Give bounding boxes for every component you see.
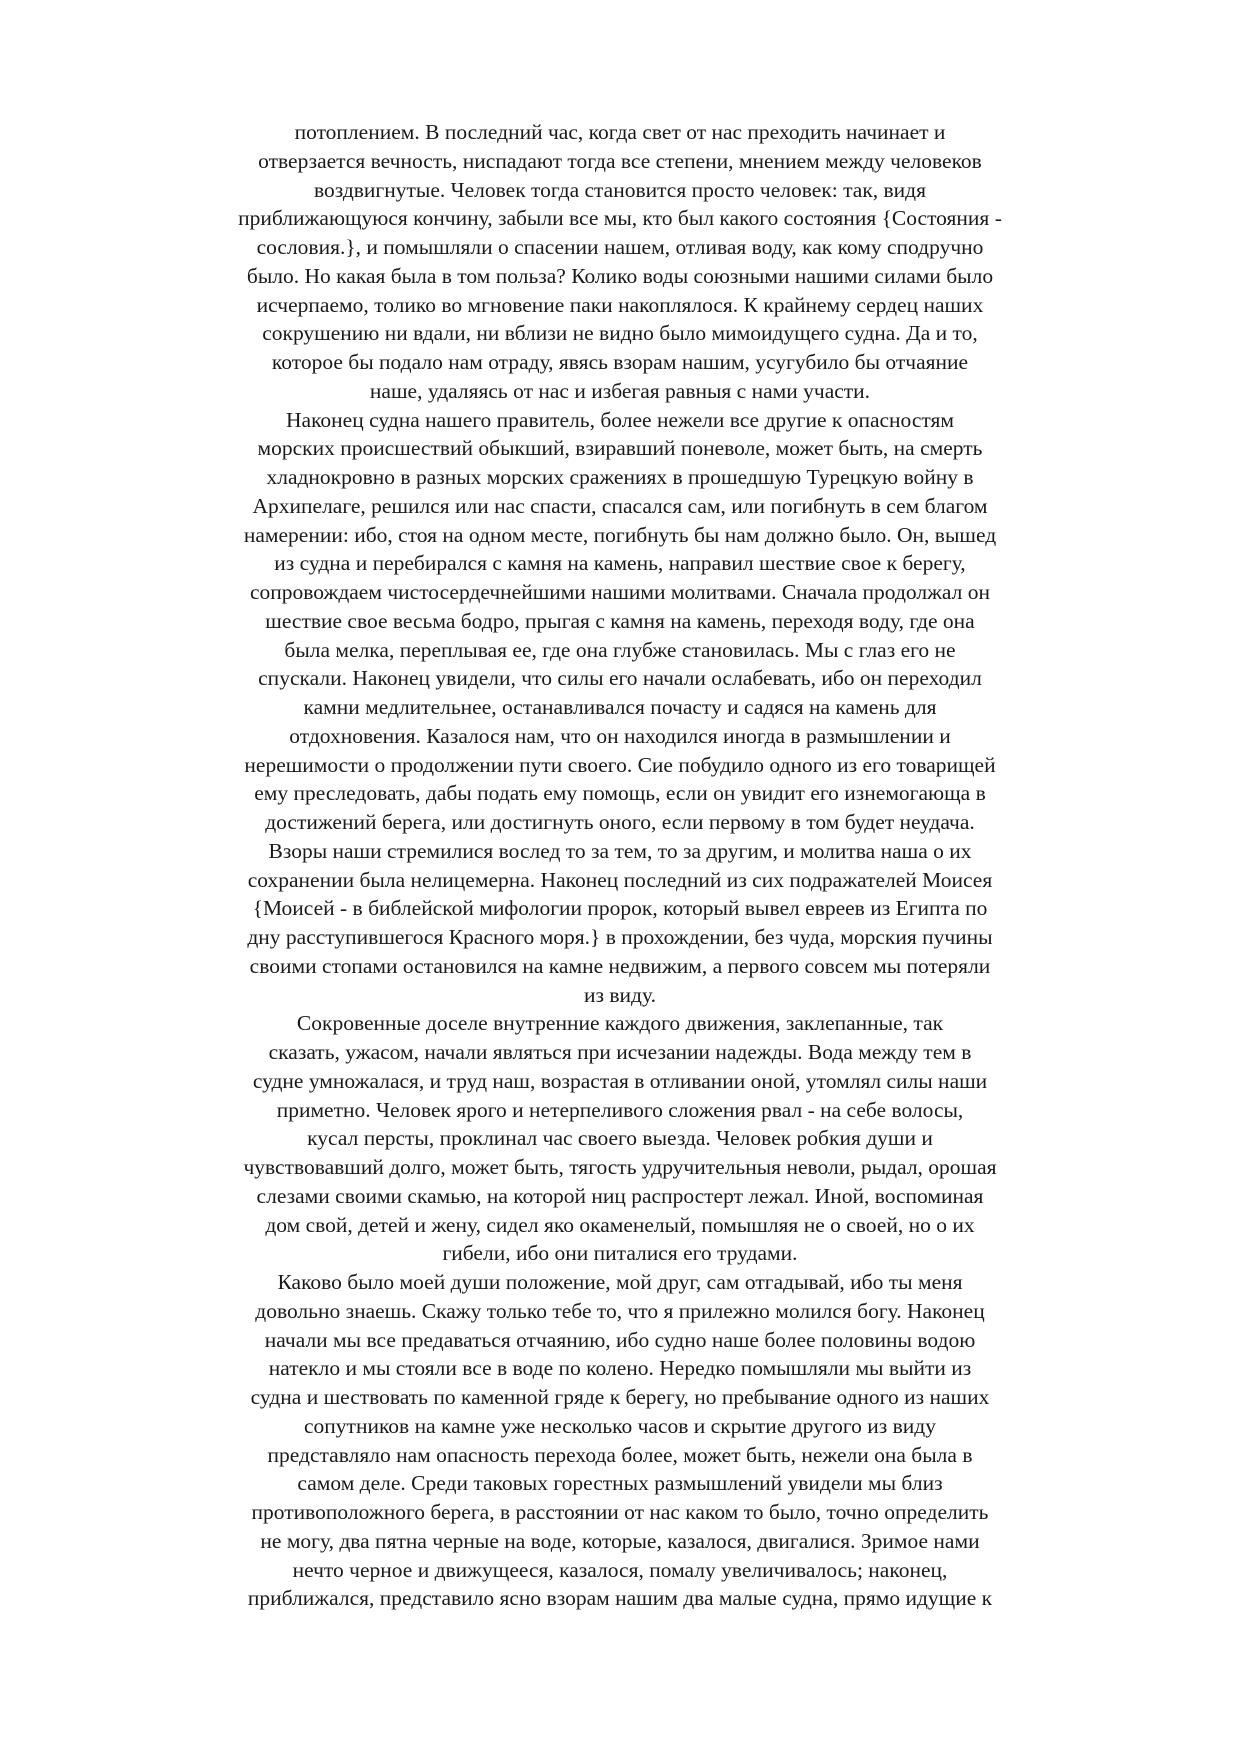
text-line: дну расступившегося Красного моря.} в прохождении, без чуда, морския пучины [247,925,993,949]
text-line: сословия.}, и помышляли о спасении нашем, отливая воду, как кому сподручно [256,235,984,259]
text-line: из судна и перебирался с камня на камень, направил шествие свое к берегу, [274,551,966,576]
text-line: намерении: ибо, стоя на одном месте, погибнуть бы нам должно было. Он, вышед [243,522,997,547]
text-line: {Моисей - в библейской мифологии пророк, который вывел евреев из Египта по [252,896,988,921]
text-line: довольно знаешь. Скажу только тебе то, что я прилежно молился богу. Наконец [255,1298,985,1323]
text-line: камни медлительнее, останавливался почасту и садяся на камень для [303,695,937,719]
text-line: сопровождаем чистосердечнейшими нашими молитвами. Сначала продолжал он [249,580,991,604]
text-line: из виду. [584,982,656,1007]
text-line: Архипелаге, решился или нас спасти, спасался сам, или погибнуть в сем благом [252,493,988,518]
text-line: Сокровенные доселе внутренние каждого движения, заклепанные, так [296,1011,944,1036]
text-line: натекло и мы стояли все в воде по колено. Нередко помышляли мы выйти из [268,1356,972,1381]
text-line: которое бы подало нам отраду, явясь взорам нашим, усугубило бы отчаяние [271,350,969,374]
text-line: противоположного берега, в расстоянии от нас каком то было, точно определить [251,1500,989,1524]
text-line: наше, удаляясь от нас и избегая равныя с нами участи. [369,378,871,403]
text-line: сокрушению ни вдали, ни вблизи не видно было мимоидущего судна. Да и то, [262,321,978,346]
text-line: Наконец судна нашего правитель, более нежели все другие к опасностям [286,407,954,432]
text-line: была мелка, переплывая ее, где она глубже становилась. Мы с глаз его не [284,637,956,662]
text-line: хладнокровно в разных морских сражениях в прошедшую Турецкую войну в [266,465,974,489]
text-line: потоплением. В последний час, когда свет от нас преходить начинает и [294,120,946,144]
text-line: гибели, ибо они питалися его трудами. [442,1241,798,1266]
text-line: слезами своими скамью, на которой ниц распростерт лежал. Иной, воспоминая [256,1183,984,1208]
text-line: Взоры наши стремилися вослед то за тем, то за другим, и молитва наша о их [268,838,972,863]
text-line: отверзается вечность, ниспадают тогда все степени, мнением между человеков [258,148,982,173]
text-line: судна и шествовать по каменной гряде к берегу, но пребывание одного из наших [250,1385,990,1409]
text-line: сопутников на камне уже несколько часов и скрытие другого из виду [304,1413,936,1438]
text-line: своими стопами остановился на камне недвижим, а первого совсем мы потеряли [249,953,991,978]
text-line: ему преследовать, дабы подать ему помощь, если он увидит его изнемогающа в [254,781,986,806]
text-line: дом свой, детей и жену, сидел яко окаменелый, помышляя не о своей, но о их [265,1212,975,1237]
text-line: нерешимости о продолжении пути своего. Сие побудило одного из его товарищей [244,752,996,777]
text-line: чувствовавший долго, может быть, тягость удручительныя неволи, рыдал, орошая [243,1155,997,1179]
text-line: приближающуюся кончину, забыли все мы, кто был какого состояния {Состояния - [238,206,1002,231]
text-line: Каково было моей души положение, мой друг, сам отгадывай, ибо ты меня [277,1270,963,1294]
text-line: кусал персты, проклинал час своего выезда. Человек робкия души и [307,1126,933,1151]
text-line: сказать, ужасом, начали являться при исчезании надежды. Вода между тем в [268,1040,972,1064]
text-line: было. Но какая была в том польза? Колико воды союзными нашими силами было [246,263,994,288]
text-line: начали мы все предаваться отчаянию, ибо судно наше более половины водою [264,1327,976,1352]
text-line: нечто черное и движущееся, казалося, помалу увеличивалось; наконец, [292,1557,948,1582]
text-line: приближался, представило ясно взорам нашим два малые судна, прямо идущие к [247,1586,993,1611]
text-line: судне умножалася, и труд наш, возрастая в отливании оной, утомлял силы наши [252,1068,988,1093]
text-line: воздвигнутые. Человек тогда становится просто человек: так, видя [313,177,927,202]
body-text [170,118,1070,1613]
text-line: представляло нам опасность перехода более, может быть, нежели она была в [267,1442,973,1467]
text-line: морских происшествий обыкший, взиравший поневоле, может быть, на смерть [257,436,983,461]
text-line: достижений берега, или достигнуть оного, если первому в том будет неудача. [265,810,975,834]
text-line: шествие свое весьма бодро, прыгая с камня на камень, переходя воду, где она [265,608,975,633]
text-line: отдохновения. Казалося нам, что он находился иногда в размышлении и [289,723,951,748]
text-line: спускали. Наконец увидели, что силы его начали ослабевать, ибо он переходил [258,666,982,691]
text-line: исчерпаемо, толико во мгновение паки накоплялося. К крайнему сердец наших [256,292,984,317]
text-line: сохранении была нелицемерна. Наконец последний из сих подражателей Моисея [247,867,993,892]
text-line: не могу, два пятна черные на воде, которые, казалося, двигалися. Зримое нами [260,1528,980,1553]
text-line: приметно. Человек ярого и нетерпеливого сложения рвал - на себе волосы, [276,1097,964,1122]
text-line: самом деле. Среди таковых горестных размышлений увидели мы близ [297,1471,943,1496]
